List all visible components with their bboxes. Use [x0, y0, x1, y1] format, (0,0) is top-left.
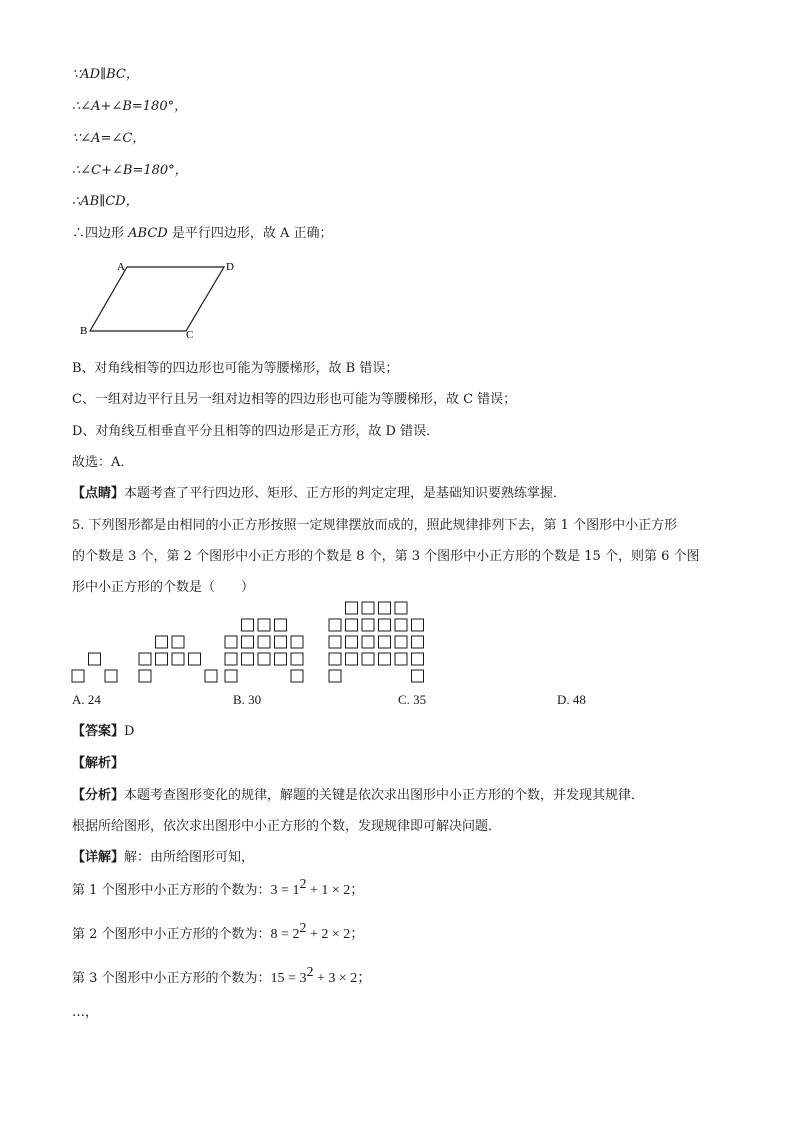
figure-2-square: [205, 670, 217, 682]
figure-4-square: [346, 653, 358, 665]
figure-3-square: [258, 619, 270, 631]
parallelogram-shape: [90, 267, 224, 331]
figure-4-square: [329, 636, 341, 648]
figure-4-square: [346, 619, 358, 631]
figure-4-square: [379, 602, 391, 614]
proof-line-2: ∴∠A+∠B=180°，: [72, 99, 188, 114]
question-5-line-1: 5. 下列图形都是由相同的小正方形按照一定规律摆放而成的，照此规律排列下去，第 1 个图形中小正方形: [72, 518, 678, 533]
figure-3-square: [258, 636, 270, 648]
figure-4-square: [379, 636, 391, 648]
figure-3-square: [275, 636, 287, 648]
figure-3-square: [291, 636, 303, 648]
figure-2-square: [156, 653, 168, 665]
figure-4-square: [346, 636, 358, 648]
figure-4-square: [412, 619, 424, 631]
figure-4-square: [395, 653, 407, 665]
ellipsis-line: …，: [72, 1005, 99, 1020]
comment-line: 【点睛】本题考查了平行四边形、矩形、正方形的判定定理，是基础知识要熟练掌握．: [72, 486, 567, 501]
count-line-3: 第 3 个图形中小正方形的个数为：$15 = 3^2 + 3 \times 2$；: [72, 965, 372, 986]
count-line-1: 第 1 个图形中小正方形的个数为：$3 = 1^2 + 1 \times 2$；: [72, 877, 365, 898]
choice-line: 故选：A．: [72, 455, 134, 470]
figure-4-square: [412, 636, 424, 648]
figure-4-square: [362, 602, 374, 614]
figure-2-square: [172, 636, 184, 648]
figure-3-square: [275, 619, 287, 631]
figure-4-square: [395, 636, 407, 648]
figure-4-square: [379, 653, 391, 665]
proof-line-6: ∴四边形 ABCD 是平行四边形，故 A 正确；: [72, 226, 333, 241]
option-c: C. 35: [398, 692, 427, 707]
figure-4-square: [362, 653, 374, 665]
proof-line-1: ∵AD∥BC，: [72, 67, 139, 82]
vertex-label-a: A: [117, 261, 125, 273]
figure-2-square: [139, 653, 151, 665]
option-a: A. 24: [72, 692, 101, 707]
question-5-line-3: 形中小正方形的个数是（ ）: [72, 580, 255, 595]
option-d-explain: D、对角线互相垂直平分且相等的四边形是正方形，故 D 错误．: [72, 424, 440, 439]
squares-pattern-figure: [60, 596, 440, 688]
figure-1-square: [72, 670, 84, 682]
option-b-explain: B、对角线相等的四边形也可能为等腰梯形，故 B 错误；: [72, 361, 399, 376]
proof-line-4: ∴∠C+∠B=180°，: [72, 163, 188, 178]
figure-3-square: [225, 653, 237, 665]
figure-1-square: [89, 653, 101, 665]
proof-line-5: ∴AB∥CD，: [72, 194, 139, 209]
figure-2-square: [139, 670, 151, 682]
vertex-label-b: B: [80, 325, 88, 337]
figure-2-square: [172, 653, 184, 665]
analysis-line-2: 根据所给图形，依次求出图形中小正方形的个数，发现规律即可解决问题．: [72, 819, 502, 834]
option-b: B. 30: [233, 692, 262, 707]
figure-3-square: [225, 670, 237, 682]
figure-4-square: [362, 636, 374, 648]
figure-3-square: [291, 653, 303, 665]
figure-3-square: [275, 653, 287, 665]
figure-4-square: [412, 653, 424, 665]
figure-4-square: [346, 602, 358, 614]
detail-line: 【详解】解：由所给图形可知，: [72, 850, 255, 865]
count-line-2: 第 2 个图形中小正方形的个数为：$8 = 2^2 + 2 \times 2$；: [72, 921, 365, 942]
figure-3-square: [242, 636, 254, 648]
figure-3-square: [291, 670, 303, 682]
figure-3-square: [258, 653, 270, 665]
question-5-line-2: 的个数是 3 个，第 2 个图形中小正方形的个数是 8 个，第 3 个图形中小正方形的个数是 15 个，则第 6 个图: [72, 549, 700, 564]
figure-4-square: [412, 670, 424, 682]
figure-4-square: [329, 619, 341, 631]
vertex-label-d: D: [226, 261, 234, 273]
figure-2-square: [189, 653, 201, 665]
parallelogram-figure: [70, 255, 250, 341]
figure-1-square: [105, 670, 117, 682]
proof-line-3: ∵∠A=∠C，: [72, 131, 146, 146]
analysis-line: 【分析】本题考查图形变化的规律，解题的关键是依次求出图形中小正方形的个数，并发现其规律．: [72, 788, 645, 803]
figure-4-square: [395, 619, 407, 631]
answer-line: 【答案】D: [72, 724, 135, 739]
figure-2-square: [156, 636, 168, 648]
figure-3-square: [242, 619, 254, 631]
option-c-explain: C、一组对边平行且另一组对边相等的四边形也可能为等腰梯形，故 C 错误；: [72, 392, 517, 407]
figure-3-square: [242, 653, 254, 665]
comment-tag: 【点睛】: [72, 486, 125, 501]
figure-4-square: [379, 619, 391, 631]
vertex-label-c: C: [186, 329, 194, 341]
figure-4-square: [362, 619, 374, 631]
figure-4-square: [395, 602, 407, 614]
option-d: D. 48: [557, 692, 586, 707]
figure-4-square: [329, 670, 341, 682]
figure-3-square: [225, 636, 237, 648]
figure-4-square: [329, 653, 341, 665]
analysis-heading: 【解析】: [72, 756, 125, 771]
answer-tag: 【答案】: [72, 724, 125, 739]
